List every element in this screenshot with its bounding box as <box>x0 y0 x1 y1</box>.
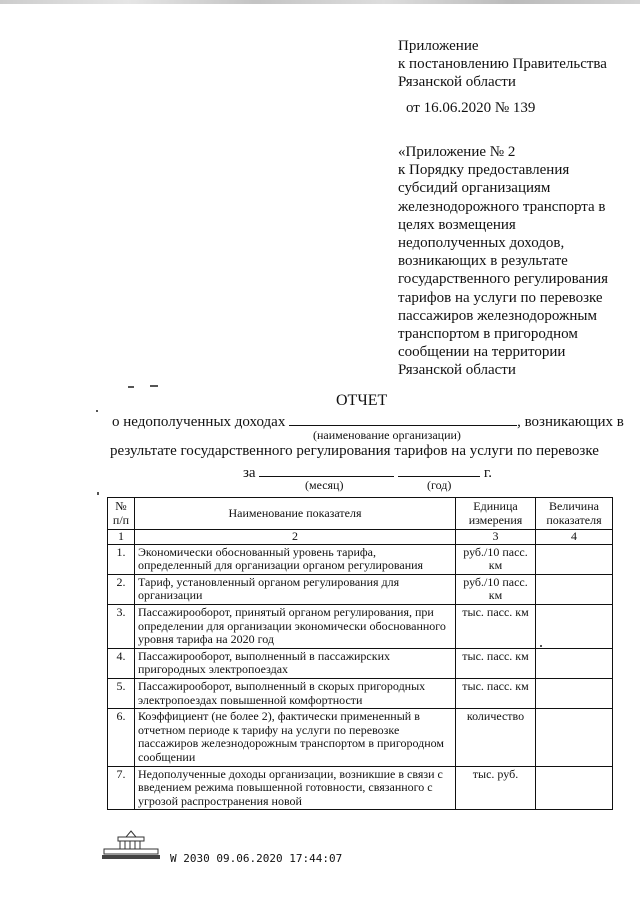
row-unit: количество <box>456 709 536 766</box>
report-line1-start: о недополученных доходах <box>112 414 286 430</box>
report-title: ОТЧЕТ <box>336 392 388 409</box>
row-value <box>536 648 613 678</box>
report-line3-start: за <box>243 465 256 481</box>
scan-speck <box>540 645 542 647</box>
row-unit: тыс. руб. <box>456 766 536 810</box>
row-name: Пассажирооборот, выполненный в скорых пригородных электропоездах повышенной комфортности <box>135 678 456 708</box>
scan-speck <box>150 385 158 387</box>
appendix-header <box>398 37 607 117</box>
row-number: 3. <box>108 604 135 648</box>
row-unit: тыс. пасс. км <box>456 604 536 648</box>
table-row <box>108 766 613 810</box>
column-number: 2 <box>135 530 456 545</box>
column-number: 4 <box>536 530 613 545</box>
header-unit: Единица измерения <box>456 498 536 530</box>
organization-caption: (наименование организации) <box>313 428 461 442</box>
table-column-numbers <box>108 530 613 545</box>
row-value <box>536 766 613 810</box>
row-unit: тыс. пасс. км <box>456 678 536 708</box>
appendix-line: Рязанской области <box>398 74 516 90</box>
row-number: 7. <box>108 766 135 810</box>
row-name: Пассажирооборот, выполненный в пассажирских пригородных электропоездах <box>135 648 456 678</box>
appendix2-line: сообщении на территории <box>398 344 566 361</box>
column-number: 1 <box>108 530 135 545</box>
report-line-3 <box>243 462 492 482</box>
table-row <box>108 648 613 678</box>
header-value: Величина показателя <box>536 498 613 530</box>
table-row <box>108 574 613 604</box>
table-header-row <box>108 498 613 530</box>
appendix2-line: пассажиров железнодорожным <box>398 307 597 324</box>
row-unit: руб./10 пасс. км <box>456 574 536 604</box>
row-name: Пассажирооборот, принятый органом регулирования, при определении для организации экономически обоснованного уровня тарифа на 2020 год <box>135 604 456 648</box>
appendix2-line: «Приложение № 2 <box>398 144 516 160</box>
row-number: 1. <box>108 544 135 574</box>
row-unit: руб./10 пасс. км <box>456 544 536 574</box>
row-name: Недополученные доходы организации, возникшие в связи с введением режима повышенной готовности, связанного с угрозой распространения новой <box>135 766 456 810</box>
year-caption: (год) <box>427 478 452 492</box>
report-line3-end: г. <box>483 465 493 481</box>
table-row <box>108 604 613 648</box>
appendix2-line: целях возмещения <box>398 216 516 233</box>
appendix-date: от 16.06.2020 № 139 <box>406 100 536 116</box>
appendix2-line: Рязанской области <box>398 362 516 379</box>
report-line-2: результате государственного регулирования тарифов на услуги по перевозке <box>110 443 599 459</box>
appendix2-line: возникающих в результате <box>398 253 568 270</box>
row-name: Экономически обоснованный уровень тарифа, определенный для организации органом регулирования <box>135 544 456 574</box>
organization-blank <box>289 411 517 426</box>
appendix2-line: железнодорожного транспорта в <box>398 198 606 215</box>
appendix-line: Приложение <box>398 38 479 54</box>
row-value <box>536 678 613 708</box>
appendix2-line: государственного регулирования <box>398 271 609 288</box>
appendix-2-header <box>398 143 628 380</box>
row-name: Коэффициент (не более 2), фактически примененный в отчетном периоде к тарифу на услуги по перевозке пассажиров железнодорожным транспортом в пригородном сообщении <box>135 709 456 766</box>
table-row <box>108 678 613 708</box>
report-table <box>107 497 613 810</box>
scan-speck <box>96 410 98 412</box>
table-row <box>108 544 613 574</box>
scan-speck <box>128 386 134 388</box>
column-number: 3 <box>456 530 536 545</box>
scan-speck <box>97 492 99 495</box>
header-number: № п/п <box>108 498 135 530</box>
row-number: 4. <box>108 648 135 678</box>
footer-registration: W 2030 09.06.2020 17:44:07 <box>170 852 343 865</box>
row-number: 6. <box>108 709 135 766</box>
appendix2-line: к Порядку предоставления <box>398 162 570 179</box>
row-unit: тыс. пасс. км <box>456 648 536 678</box>
row-number: 2. <box>108 574 135 604</box>
appendix2-line: субсидий организациям <box>398 180 551 197</box>
report-line1-end: , возникающих в <box>517 414 624 430</box>
government-building-logo <box>100 829 162 866</box>
month-blank <box>259 462 394 477</box>
appendix2-line: транспортом в пригородном <box>398 326 578 343</box>
row-value <box>536 574 613 604</box>
row-number: 5. <box>108 678 135 708</box>
month-caption: (месяц) <box>305 478 344 492</box>
row-name: Тариф, установленный органом регулирования для организации <box>135 574 456 604</box>
header-name: Наименование показателя <box>135 498 456 530</box>
year-blank <box>398 462 480 477</box>
row-value <box>536 604 613 648</box>
row-value <box>536 709 613 766</box>
appendix-line: к постановлению Правительства <box>398 56 607 72</box>
appendix2-line: недополученных доходов, <box>398 235 565 252</box>
scan-edge <box>0 0 640 4</box>
table-row <box>108 709 613 766</box>
row-value <box>536 544 613 574</box>
appendix2-line: тарифов на услуги по перевозке <box>398 289 603 306</box>
